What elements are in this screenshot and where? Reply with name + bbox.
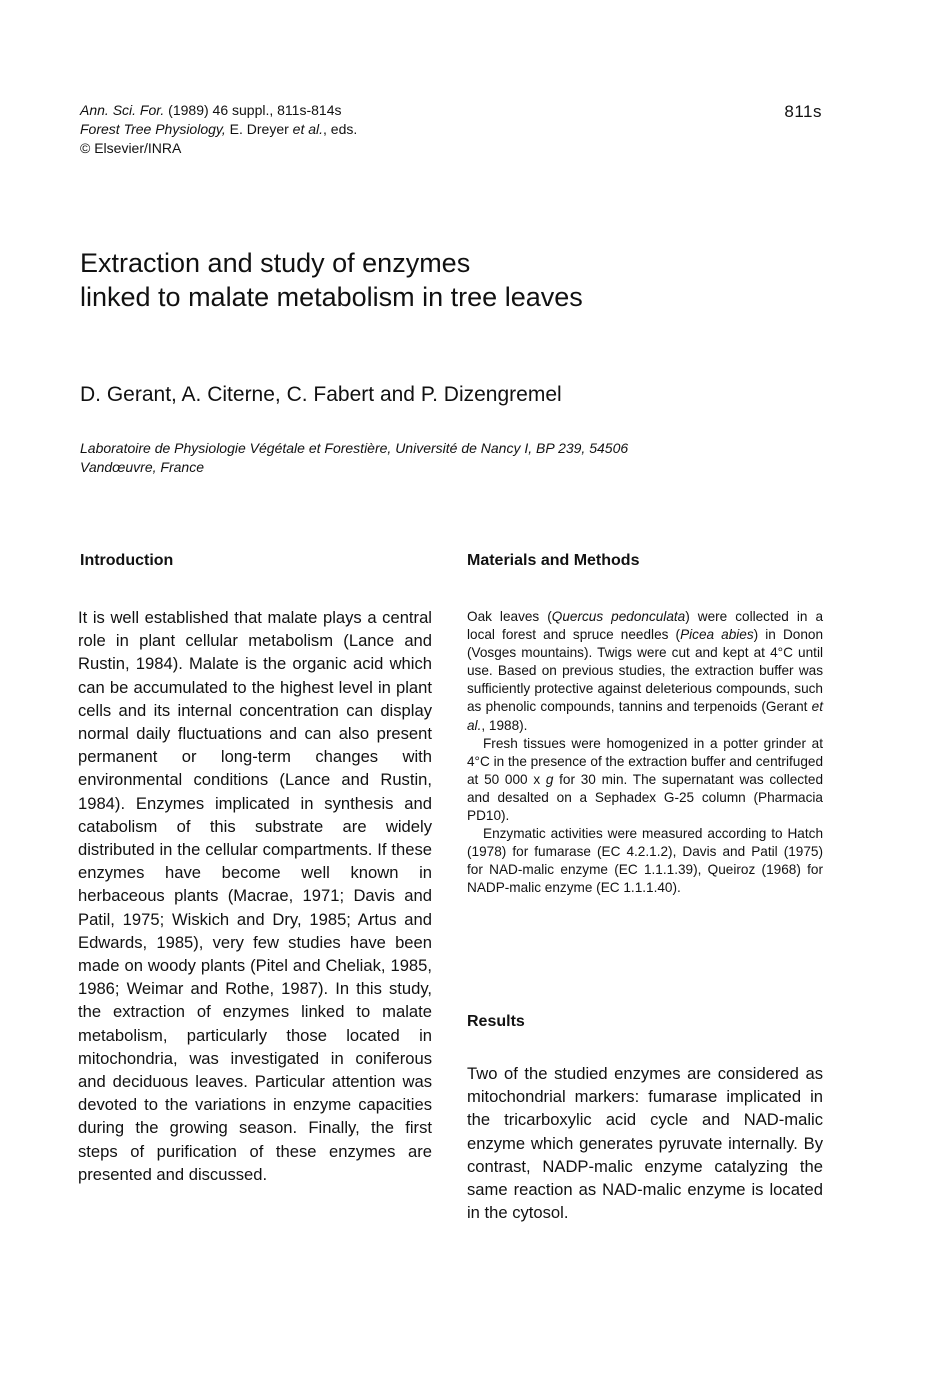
journal-citation <box>80 101 357 120</box>
methods-text: Oak leaves ( <box>467 609 552 624</box>
methods-text: , 1988). <box>481 717 528 733</box>
results-body: Two of the studied enzymes are considered as mitochondrial markers: fumarase implicated in the tricarboxylic acid cycle and NAD-malic enzyme which generates pyruvate internally. By contrast, NADP-malic enzyme catalyzing the same reaction as NAD-malic enzyme is located in the cytosol. <box>467 1064 823 1223</box>
methods-paragraph-3: Enzymatic activities were measured according to Hatch (1978) for fumarase (EC 4.2.1.2), Davis and Patil (1975) for NAD-malic enzyme (EC 1.1.1.39), Queiroz (1968) for NADP-malic enzyme (EC 1.1.1.40). <box>467 826 823 896</box>
affiliation-line-1: Laboratoire de Physiologie Végétale et Forestière, Université de Nancy I, BP 239, 54506 <box>80 440 629 456</box>
methods-body <box>467 608 823 898</box>
title-line-2: linked to malate metabolism in tree leaves <box>80 282 583 312</box>
species-name: Quercus pedonculata <box>551 609 686 624</box>
methods-text: for 30 min. The supernatant was collected and desalted on a Sephadex G-25 column (Pharmacia PD10). <box>467 771 823 824</box>
methods-paragraph-2 <box>467 735 823 825</box>
methods-text: ) in Donon (Vosges mountains). Twigs were cut and kept at 4°C until use. Based on previous studies, the extraction buffer was sufficiently protective against deleterious compounds, such as phenolic compounds, tannins and terpenoids (Gerant <box>467 627 824 715</box>
et-al: et al. <box>467 699 823 733</box>
book-et-al: et al. <box>292 121 324 137</box>
introduction-heading: Introduction <box>80 552 174 569</box>
book-eds: , eds. <box>323 121 358 137</box>
methods-text: Fresh tissues were homogenized in a potter grinder at 4°C in the presence of the extraction buffer and centrifuged at 50 000 x <box>467 735 823 787</box>
affiliation-line-2: Vandœuvre, France <box>80 459 204 475</box>
book-series: Forest Tree Physiology, <box>80 121 226 137</box>
species-name: Picea abies <box>680 627 754 643</box>
journal-name: Ann. Sci. For. <box>80 102 165 118</box>
book-editors: E. Dreyer <box>225 121 293 137</box>
gravity-unit: g <box>545 771 554 787</box>
page-number: 811s <box>784 102 822 121</box>
methods-text: ) were collected in a local forest and spruce needles ( <box>467 609 824 643</box>
author-list: D. Gerant, A. Citerne, C. Fabert and P. Dizengremel <box>80 383 562 406</box>
journal-volume: (1989) 46 suppl., 811s-814s <box>164 102 342 118</box>
book-citation <box>80 120 357 139</box>
methods-heading: Materials and Methods <box>467 552 640 569</box>
copyright-line: © Elsevier/INRA <box>80 140 182 156</box>
methods-paragraph-1 <box>467 608 823 735</box>
results-heading: Results <box>467 1013 525 1030</box>
affiliation <box>80 439 780 477</box>
title-line-1: Extraction and study of enzymes <box>80 248 471 278</box>
article-title <box>80 246 583 314</box>
introduction-body: It is well established that malate plays a central role in plant cellular metabolism (Lance and Rustin, 1984). Malate is the organic acid which can be accumulated to the highest level in plant cells and its internal concentration can display normal daily fluctuations and can also present permanent or long-term changes with environmental conditions (Lance and Rustin, 1984). Enzymes implicated in synthesis and catabolism of this substrate are widely distributed in the cellular compartments. If these enzymes have become well known in herbaceous plants (Macrae, 1971; Davis and Patil, 1975; Wiskich and Dry, 1985; Artus and Edwards, 1985), very few studies have been made on woody plants (Pitel and Cheliak, 1985, 1986; Weimar and Rothe, 1987). In this study, the extraction of enzymes linked to malate metabolism, particularly those located in mitochondria, was investigated in coniferous and deciduous leaves. Particular attention was devoted to the variations in enzyme capacities during the growing season. Finally, the first steps of purification of these enzymes are presented and discussed. <box>78 608 432 1184</box>
citation-header <box>80 101 357 158</box>
